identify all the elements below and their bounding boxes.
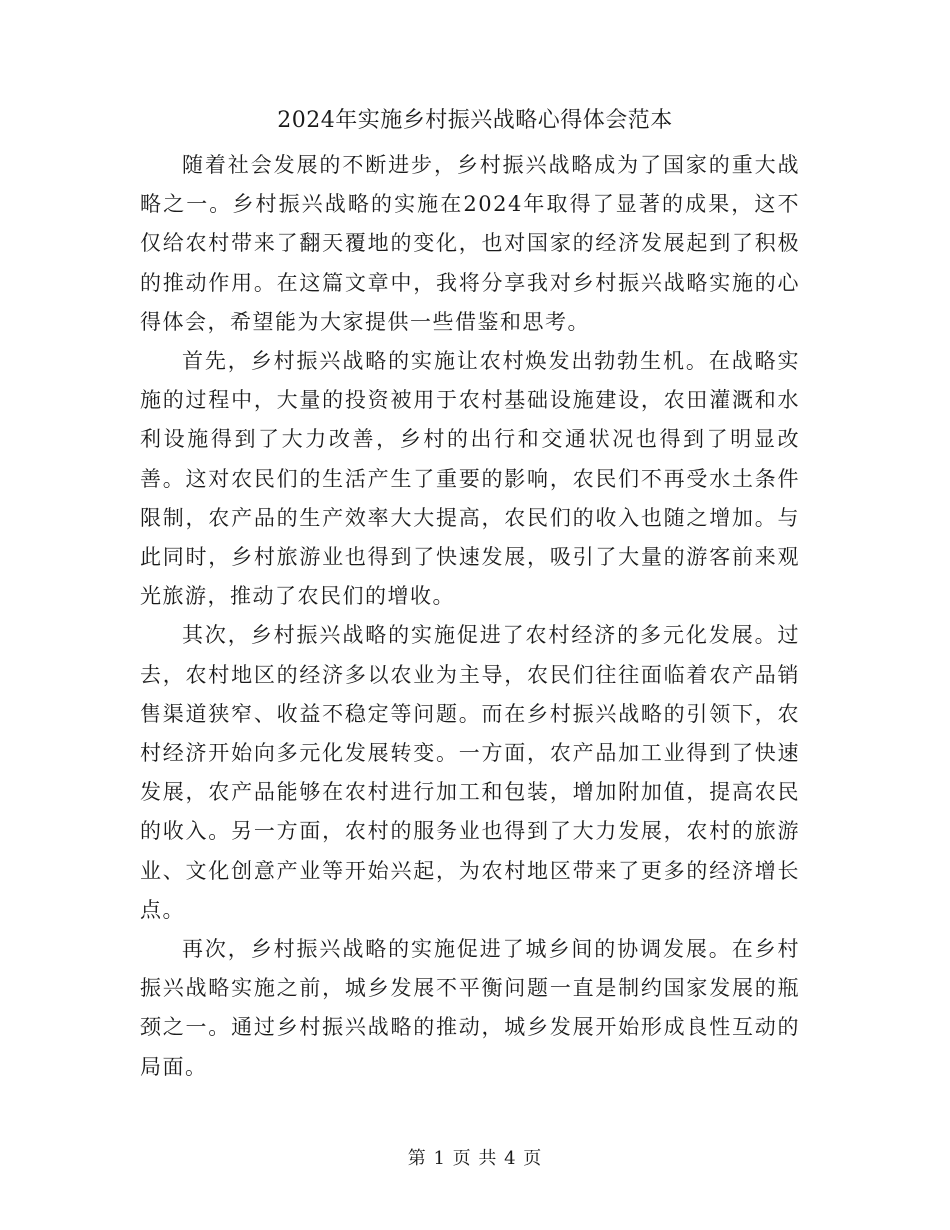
document-body <box>140 146 800 1087</box>
paragraph-intro: 随着社会发展的不断进步，乡村振兴战略成为了国家的重大战略之一。乡村振兴战略的实施在2024年取得了显著的成果，这不仅给农村带来了翻天覆地的变化，也对国家的经济发展起到了积极的推动作用。在这篇文章中，我将分享我对乡村振兴战略实施的心得体会，希望能为大家提供一些借鉴和思考。 <box>140 153 800 334</box>
document-title: 2024年实施乡村振兴战略心得体会范本 <box>277 108 673 133</box>
paragraph-third-point: 再次，乡村振兴战略的实施促进了城乡间的协调发展。在乡村振兴战略实施之前，城乡发展不平衡问题一直是制约国家发展的瓶颈之一。通过乡村振兴战略的推动，城乡发展开始形成良性互动的局面。 <box>140 937 800 1079</box>
paragraph-second-point: 其次，乡村振兴战略的实施促进了农村经济的多元化发展。过去，农村地区的经济多以农业为主导，农民们往往面临着农产品销售渠道狭窄、收益不稳定等问题。而在乡村振兴战略的引领下，农村经济开始向多元化发展转变。一方面，农产品加工业得到了快速发展，农产品能够在农村进行加工和包装，增加附加值，提高农民的收入。另一方面，农村的服务业也得到了大力发展，农村的旅游业、文化创意产业等开始兴起，为农村地区带来了更多的经济增长点。 <box>140 623 800 922</box>
paragraph-first-point: 首先，乡村振兴战略的实施让农村焕发出勃勃生机。在战略实施的过程中，大量的投资被用于农村基础设施建设，农田灌溉和水利设施得到了大力改善，乡村的出行和交通状况也得到了明显改善。这对农民们的生活产生了重要的影响，农民们不再受水土条件限制，农产品的生产效率大大提高，农民们的收入也随之增加。与此同时，乡村旅游业也得到了快速发展，吸引了大量的游客前来观光旅游，推动了农民们的增收。 <box>140 349 800 609</box>
page-number-footer: 第 1 页 共 4 页 <box>407 1148 543 1169</box>
